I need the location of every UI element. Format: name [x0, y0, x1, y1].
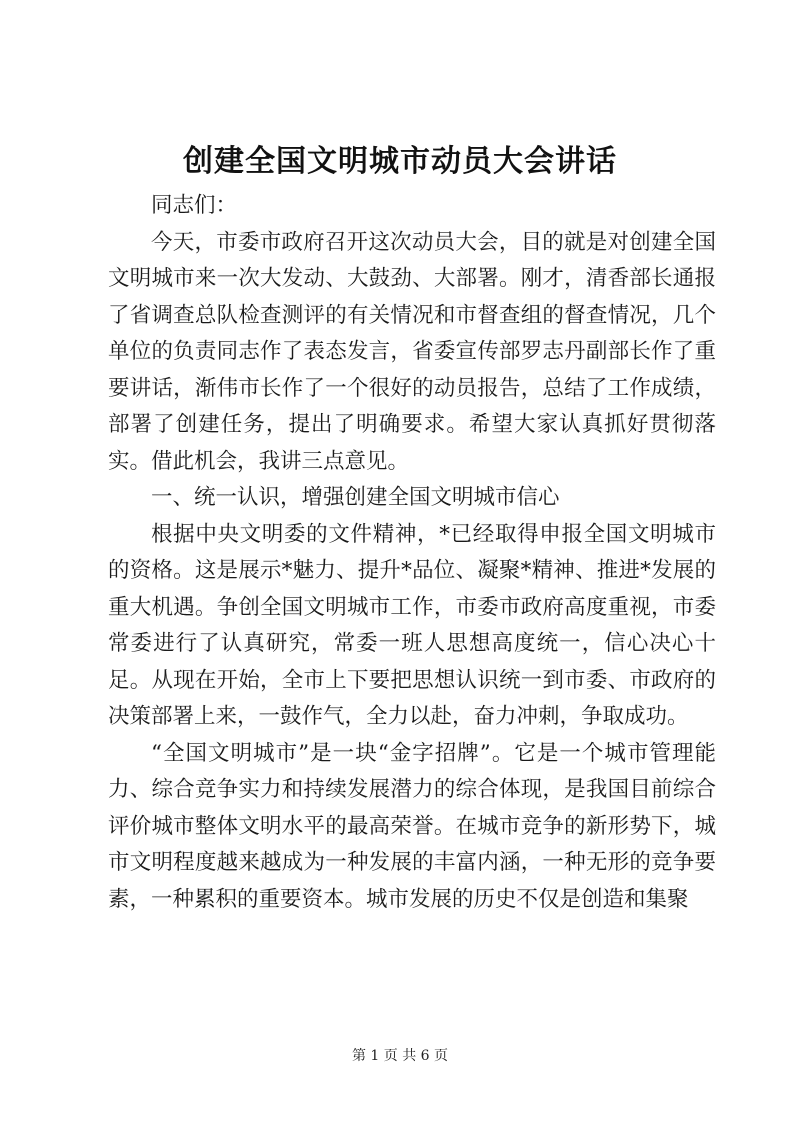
body-paragraph: 今天，市委市政府召开这次动员大会，目的就是对创建全国文明城市来一次大发动、大鼓劲、大部署。刚才，清香部长通报了省调查总队检查测评的有关情况和市督查组的督查情况，几个单位的负责同志作了表态发言，省委宣传部罗志丹副部长作了重要讲话，渐伟市长作了一个很好的动员报告，总结了工作成绩，部署了创建任务，提出了明确要求。希望大家认真抓好贯彻落实。借此机会，我讲三点意见。 [108, 229, 716, 474]
body-paragraph: “全国文明城市”是一块“金字招牌”。它是一个城市管理能力、综合竞争实力和持续发展潜力的综合体现，是我国目前综合评价城市整体文明水平的最高荣誉。在城市竞争的新形势下，城市文明程度越来越成为一种发展的丰富内涵，一种无形的竞争要素，一种累积的重要资本。城市发展的历史不仅是创造和集聚 [108, 740, 716, 912]
body-paragraph: 根据中央文明委的文件精神，*已经取得申报全国文明城市的资格。这是展示*魅力、提升*品位、凝聚*精神、推进*发展的重大机遇。争创全国文明城市工作，市委市政府高度重视，市委常委进行了认真研究，常委一班人思想高度统一，信心决心十足。从现在开始，全市上下要把思想认识统一到市委、市政府的决策部署上来，一鼓作气，全力以赴，奋力冲刺，争取成功。 [108, 521, 716, 729]
salutation-paragraph: 同志们： [151, 193, 238, 218]
document-title: 创建全国文明城市动员大会讲话 [183, 144, 617, 179]
document-body [108, 188, 716, 918]
page-number-footer: 第 1 页 共 6 页 [351, 1048, 449, 1064]
section-heading: 一、统一认识，增强创建全国文明城市信心 [151, 485, 560, 510]
